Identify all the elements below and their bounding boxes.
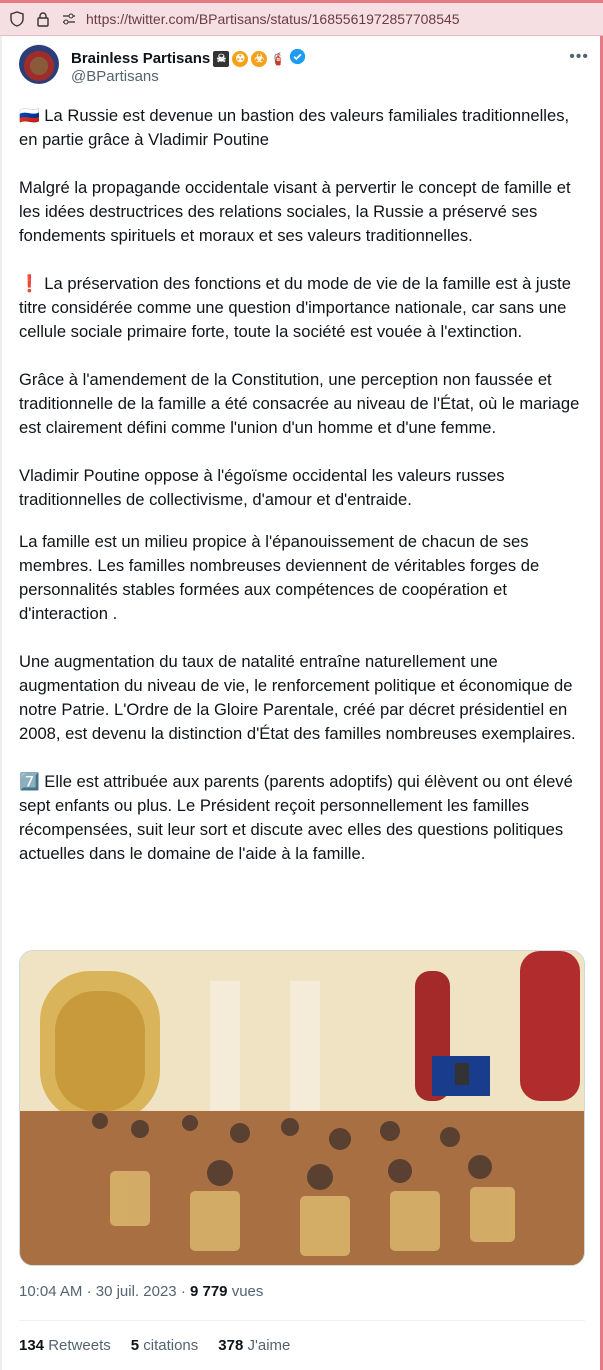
retweets-count: 134	[19, 1337, 45, 1354]
permissions-icon[interactable]	[60, 10, 78, 28]
tweet-paragraph: Une augmentation du taux de natalité entraîne naturellement une augmentation du niveau de vie, le renforcement politique et économique de notre Patrie. L'Ordre de la Gloire Parentale, créé par décret présidentiel en 2008, est devenu la distinction d'État des familles nombreuses exemplaires.	[19, 652, 576, 743]
tweet-paragraph: Grâce à l'amendement de la Constitution, une perception non faussée et traditionnelle de la famille a été consacrée au niveau de l'État, où le mariage est clairement défini comme l'union d'un homme et d'une femme.	[19, 370, 580, 437]
separator: ·	[86, 1283, 92, 1300]
retweets-label: Retweets	[48, 1337, 111, 1354]
tweet-paragraph: 7️⃣ Elle est attribuée aux parents (parents adoptifs) qui élèvent ou ont élevé sept enfants ou plus. Le Président reçoit personnellement les familles récompensées, suit leur sort et discute avec elles des questions politiques actuelles dans le domaine de l'aide à la famille.	[19, 772, 573, 863]
author-name: Brainless Partisans	[71, 50, 211, 67]
tweet-time[interactable]: 10:04 AM	[19, 1283, 83, 1300]
views-count: 9 779	[189, 1283, 228, 1300]
tweet-paragraph: Vladimir Poutine oppose à l'égoïsme occidental les valeurs russes traditionnelles de collectivisme, d'amour et d'entraide.	[19, 466, 505, 509]
window-edge-left	[0, 36, 2, 1370]
likes-link[interactable]	[218, 1337, 290, 1354]
tweet-stats	[19, 1337, 290, 1354]
more-options-icon[interactable]: •••	[569, 48, 589, 65]
author-handle[interactable]: @BPartisans	[71, 68, 159, 85]
verified-icon	[289, 48, 306, 69]
browser-address-bar	[0, 0, 603, 36]
tweet-paragraph: Malgré la propagande occidentale visant à pervertir le concept de famille et les idées destructrices des relations sociales, la Russie a préservé ses fondements spirituels et moraux et ses valeurs traditionnelles.	[19, 178, 571, 245]
divider	[19, 1320, 585, 1321]
tweet-paragraph: 🇷🇺 La Russie est devenue un bastion des valeurs familiales traditionnelles, en partie grâce à Vladimir Poutine	[19, 106, 570, 149]
quotes-count: 5	[130, 1337, 140, 1354]
tweet-paragraph: ❗ La préservation des fonctions et du mode de vie de la famille est à juste titre considérée comme une question d'importance nationale, car sans une cellule sociale primaire forte, toute la société est vouée à l'extinction.	[19, 274, 571, 341]
separator: ·	[180, 1283, 186, 1300]
biohazard-icon: ☣	[251, 51, 267, 67]
pirate-flag-icon: ☠	[213, 51, 229, 67]
tweet-paragraph: La famille est un milieu propice à l'épanouissement de chacun de ses membres. Les familles nombreuses deviennent de véritables forges de personnalités stables formées aux compétences de coopération et d'interaction .	[19, 532, 540, 623]
retweets-link[interactable]	[19, 1337, 111, 1354]
avatar[interactable]	[19, 44, 59, 84]
views-label: vues	[231, 1283, 264, 1300]
shield-icon[interactable]	[8, 10, 26, 28]
tweet-meta	[19, 1283, 263, 1300]
lock-icon[interactable]	[34, 10, 52, 28]
tweet-photo[interactable]	[19, 950, 585, 1266]
radioactive-icon: ☢	[232, 51, 248, 67]
likes-label: J'aime	[247, 1337, 291, 1354]
quotes-label: citations	[143, 1337, 199, 1354]
likes-count: 378	[218, 1337, 244, 1354]
ballroom-photo-illustration	[20, 951, 585, 1266]
url-text[interactable]: https://twitter.com/BPartisans/status/1685561972857708545	[86, 11, 460, 27]
tweet-date[interactable]: 30 juil. 2023	[95, 1283, 177, 1300]
tweet-text	[19, 104, 585, 890]
quotes-link[interactable]	[131, 1337, 199, 1354]
author-name-row[interactable]	[71, 48, 306, 69]
tweet-header	[19, 44, 589, 92]
fire-extinguisher-icon: 🧯	[270, 51, 286, 66]
